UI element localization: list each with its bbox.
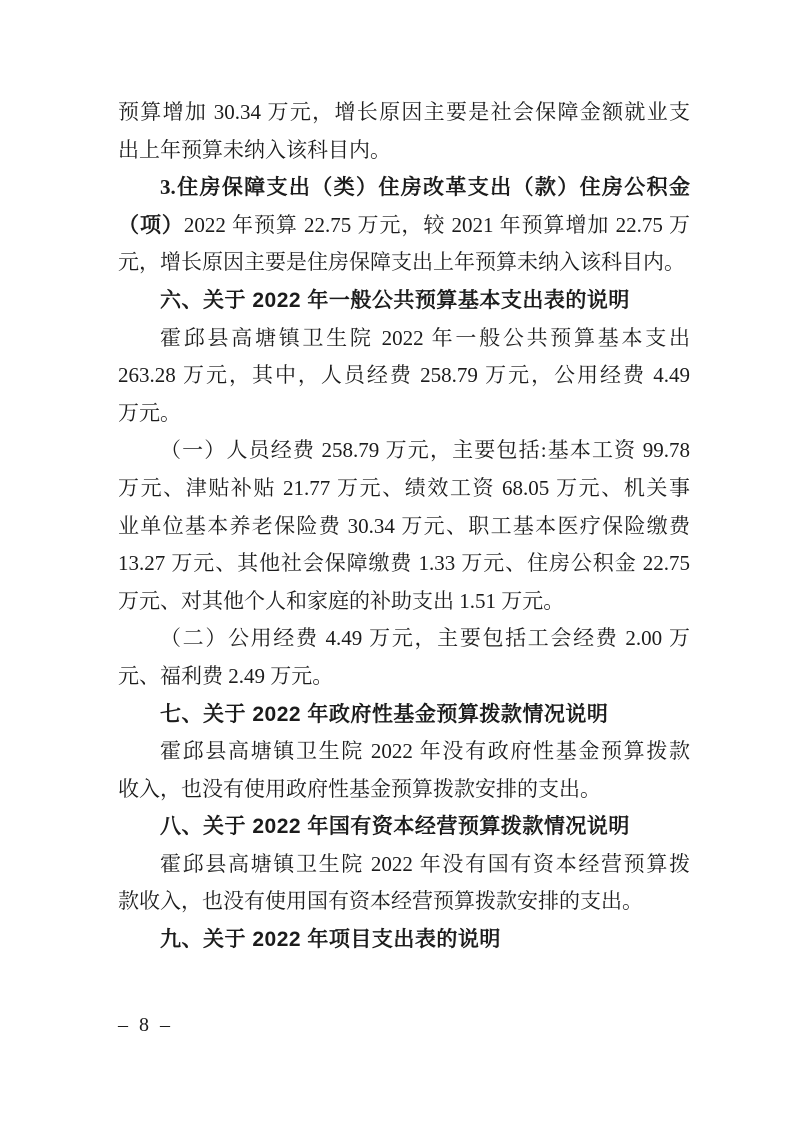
body-text-line [118,320,690,358]
body-text-line [118,583,690,621]
text-segment: 万元、对其他个人和家庭的补助支出 1.51 万元。 [118,588,565,613]
text-segment: 业单位基本养老保险费 30.34 万元、职工基本医疗保险缴费 [118,513,690,538]
body-text-line [118,508,690,546]
text-segment: 霍邱县高塘镇卫生院 2022 年没有政府性基金预算拨款 [160,739,690,764]
text-segment: （二）公用经费 4.49 万元，主要包括工会经费 2.00 万 [160,626,690,651]
page-number: – 8 – [118,1014,173,1036]
bold-text-segment: （项） [118,212,184,237]
bold-text-segment: 七、关于 2022 年政府性基金预算拨款情况说明 [160,702,609,726]
body-text-line [118,545,690,583]
body-text-line [118,658,690,696]
text-segment: 万元。 [118,400,181,425]
body-text-line [118,169,690,207]
bold-text-segment: 3.住房保障支出（类）住房改革支出（款）住房公积金 [160,175,690,200]
text-segment: 霍邱县高塘镇卫生院 2022 年没有国有资本经营预算拨 [160,851,690,876]
document-body [118,94,690,959]
text-segment: 款收入，也没有使用国有资本经营预算拨款安排的支出。 [118,889,643,914]
text-segment: 13.27 万元、其他社会保障缴费 1.33 万元、住房公积金 22.75 [118,551,690,576]
section-heading [118,921,690,959]
body-text-line [118,733,690,771]
section-heading [118,808,690,846]
body-text-line [118,846,690,884]
body-text-line [118,94,690,132]
body-text-line [118,432,690,470]
body-text-line [118,207,690,245]
section-heading [118,696,690,734]
text-segment: 万元、津贴补贴 21.77 万元、绩效工资 68.05 万元、机关事 [118,475,690,500]
body-text-line [118,132,690,170]
text-segment: 收入，也没有使用政府性基金预算拨款安排的支出。 [118,776,601,801]
body-text-line [118,470,690,508]
body-text-line [118,244,690,282]
text-segment: 霍邱县高塘镇卫生院 2022 年一般公共预算基本支出 [160,325,690,350]
section-heading [118,282,690,320]
text-segment: 2022 年预算 22.75 万元，较 2021 年预算增加 22.75 万 [183,212,691,237]
text-segment: （一）人员经费 258.79 万元，主要包括:基本工资 99.78 [160,438,690,463]
text-segment: 出上年预算未纳入该科目内。 [118,137,391,162]
body-text-line [118,771,690,809]
text-segment: 元、福利费 2.49 万元。 [118,663,334,688]
text-segment: 预算增加 30.34 万元，增长原因主要是社会保障金额就业支 [118,100,690,124]
text-segment: 263.28 万元，其中，人员经费 258.79 万元，公用经费 4.49 [118,363,690,388]
text-segment: 元，增长原因主要是住房保障支出上年预算未纳入该科目内。 [118,250,685,275]
bold-text-segment: 六、关于 2022 年一般公共预算基本支出表的说明 [160,288,630,312]
bold-text-segment: 八、关于 2022 年国有资本经营预算拨款情况说明 [160,815,630,839]
body-text-line [118,620,690,658]
body-text-line [118,357,690,395]
bold-text-segment: 九、关于 2022 年项目支出表的说明 [160,928,501,952]
body-text-line [118,883,690,921]
body-text-line [118,395,690,433]
